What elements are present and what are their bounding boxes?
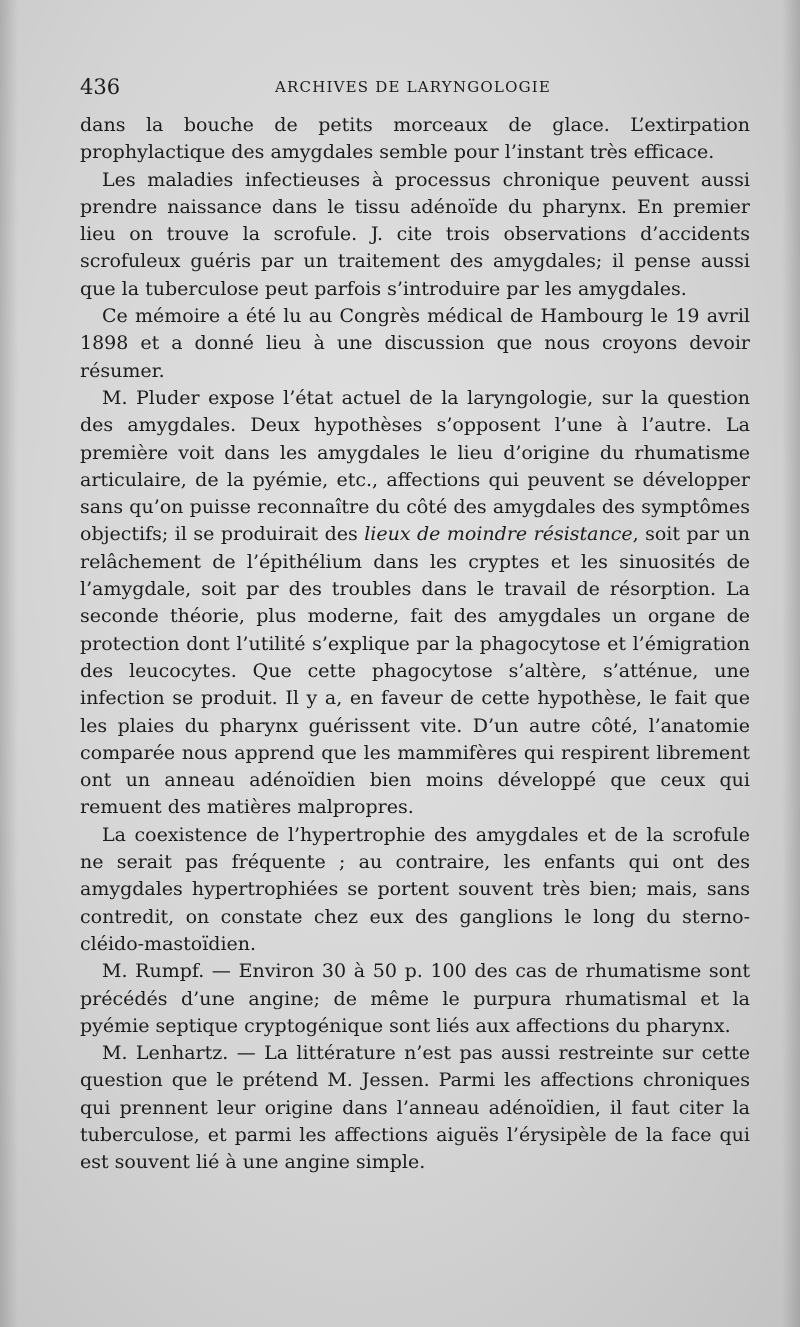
page-edge-shadow-left [0, 0, 18, 1327]
paragraph-pluder-italic: lieux de moindre résistance [364, 523, 633, 546]
page-number: 436 [80, 75, 121, 99]
paragraph-congress: Ce mémoire a été lu au Congrès médical de Hambourg le 19 avril 1898 et a donné lieu à une discussion que nous croyons devoir résumer. [80, 305, 750, 382]
paragraph-pluder [80, 385, 750, 822]
page-header [80, 74, 760, 102]
paragraph-pluder-text: M. Pluder expose l’état actuel de la laryngologie, sur la question des amygdales. Deux hypothèses s’opposent l’une à l’autre. La première voit dans les amygdales le lieu d’origine du rhumatisme articulaire, de la pyémie, etc., affections qui peuvent se développer sans qu’on puisse reconnaître du côté des amygdales des symptômes objectifs; il se produirait des [80, 386, 750, 546]
paragraph-scrofula: La coexistence de l’hypertrophie des amygdales et de la scrofule ne serait pas fréquente ; au contraire, les enfants qui ont des amygdales hypertrophiées se portent souvent très bien; mais, sans contredit, on constate chez eux des ganglions le long du sterno-cléido-mastoïdien. [80, 823, 750, 955]
paragraph-lenhartz: M. Lenhartz. — La littérature n’est pas aussi restreinte sur cette question que le prétend M. Jessen. Parmi les affections chroniques qui prennent leur origine dans l’anneau adénoïdien, il faut citer la tuberculose, et parmi les affections aiguës l’érysipèle de la face qui est souvent lié à une angine simple. [80, 1042, 750, 1174]
page-edge-shadow-right [782, 0, 800, 1327]
body-text [80, 112, 750, 1177]
running-title: ARCHIVES DE LARYNGOLOGIE [275, 78, 552, 96]
paragraph-infectious-diseases: Les maladies infectieuses à processus chronique peuvent aussi prendre naissance dans le tissu adénoïde du pharynx. En premier lieu on trouve la scrofule. J. cite trois observations d’accidents scrofuleux guéris par un traitement des amygdales; il pense aussi que la tuberculose peut parfois s’introduire par les amygdales. [80, 168, 750, 300]
paragraph-continuation: dans la bouche de petits morceaux de glace. L’extirpation prophylactique des amygdales semble pour l’instant très efficace. [80, 114, 750, 164]
paragraph-rumpf: M. Rumpf. — Environ 30 à 50 p. 100 des cas de rhumatisme sont précédés d’une angine; de même le purpura rhumatismal et la pyémie septique cryptogénique sont liés aux affections du pharynx. [80, 960, 750, 1037]
paragraph-pluder-text-end: , soit par un relâchement de l’épithélium dans les cryptes et les sinuosités de l’amygdale, soit par des troubles dans le travail de résorption. La seconde théorie, plus moderne, fait des amygdales un organe de protection dont l’utilité s’explique par la phagocytose et l’émigration des leucocytes. Que cette phagocytose s’altère, s’atténue, une infection se produit. Il y a, en faveur de cette hypothèse, le fait que les plaies du pharynx guérissent vite. D’un autre côté, l’anatomie comparée nous apprend que les mammifères qui respirent librement ont un anneau adénoïdien bien moins développé que ceux qui remuent des matières malpropres. [80, 523, 750, 819]
